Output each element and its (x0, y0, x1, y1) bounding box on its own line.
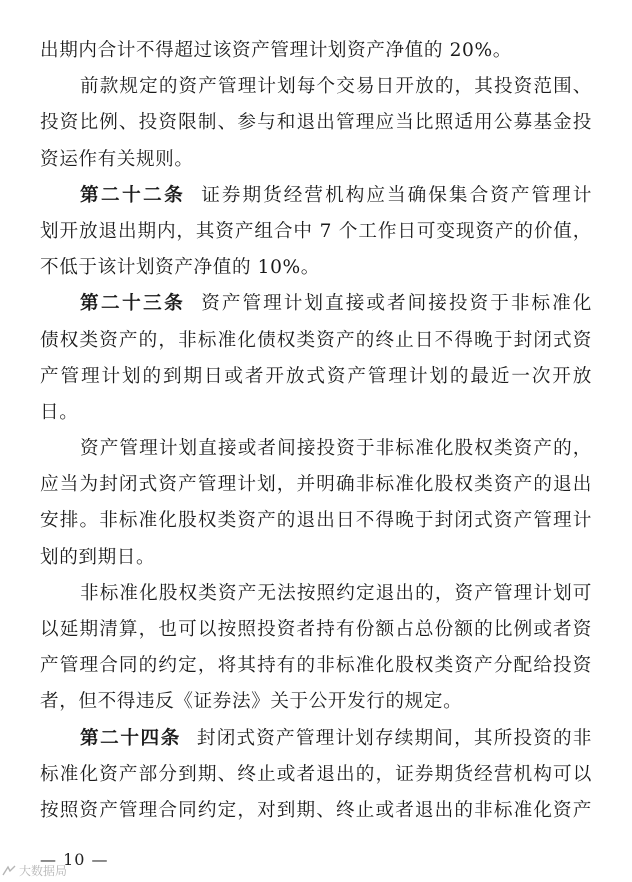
text-line (40, 684, 592, 720)
watermark (2, 862, 67, 879)
line-text: 资产管理计划直接或者间接投资于非标准化 (201, 293, 592, 315)
line-text: 划的到期日。 (40, 546, 156, 568)
line-text: 出期内合计不得超过该资产管理计划资产净值的 20%。 (40, 40, 512, 61)
line-text: 标准化资产部分到期、终止或者退出的，证券期货经营机构可以 (40, 763, 592, 785)
article-number: 第二十二条 (80, 184, 186, 206)
line-text: 证券期货经营机构应当确保集合资产管理计 (201, 184, 592, 206)
text-line (40, 214, 592, 250)
document-body (40, 33, 592, 829)
line-text: 按照资产管理合同约定，对到期、终止或者退出的非标准化资产 (40, 799, 592, 821)
text-line (40, 503, 592, 539)
text-line (40, 323, 592, 359)
line-text: 资产管理计划直接或者间接投资于非标准化股权类资产的， (80, 438, 592, 460)
line-text: 封闭式资产管理计划存续期间，其所投资的非 (196, 727, 592, 749)
line-text: 产管理合同的约定，将其持有的非标准化股权类资产分配给投资 (40, 655, 592, 677)
line-text: 非标准化股权类资产无法按照约定退出的，资产管理计划可 (80, 582, 592, 604)
text-line (40, 648, 592, 684)
article-number: 第二十四条 (80, 727, 181, 749)
line-text: 债权类资产的，非标准化债权类资产的终止日不得晚于封闭式资 (40, 329, 592, 351)
text-line (40, 467, 592, 503)
watermark-text: 大数据局 (19, 864, 68, 878)
text-line (40, 431, 592, 467)
text-line (40, 105, 592, 141)
text-line (40, 359, 592, 395)
text-line (40, 612, 592, 648)
text-line (40, 142, 592, 178)
line-text: 投资比例、投资限制、参与和退出管理应当比照适用公募基金投 (40, 112, 592, 134)
line-text: 划开放退出期内，其资产组合中 7 个工作日可变现资产的价值， (40, 220, 592, 242)
text-line (40, 69, 592, 105)
line-text: 安排。非标准化股权类资产的退出日不得晚于封闭式资产管理计 (40, 510, 592, 532)
line-text: 不低于该计划资产净值的 10%。 (40, 257, 320, 279)
article-paragraph-line (40, 286, 592, 322)
article-paragraph-line (40, 721, 592, 757)
text-line (40, 33, 592, 69)
line-text: 资运作有关规则。 (40, 148, 194, 170)
article-number: 第二十三条 (80, 293, 186, 315)
text-line (40, 540, 592, 576)
line-text: 者，但不得违反《证券法》关于公开发行的规定。 (40, 691, 463, 713)
page-number: — 10 — (40, 850, 109, 869)
watermark-logo-icon (2, 865, 16, 877)
text-line (40, 793, 592, 829)
line-text: 应当为封闭式资产管理计划，并明确非标准化股权类资产的退出 (40, 474, 592, 496)
line-text: 前款规定的资产管理计划每个交易日开放的，其投资范围、 (80, 76, 592, 98)
text-line (40, 576, 592, 612)
text-line (40, 250, 592, 286)
line-text: 产管理计划的到期日或者开放式资产管理计划的最近一次开放 (40, 365, 592, 387)
line-text: 以延期清算，也可以按照投资者持有份额占总份额的比例或者资 (40, 619, 592, 640)
text-line (40, 757, 592, 793)
text-line (40, 395, 592, 431)
line-text: 日。 (40, 401, 79, 423)
article-paragraph-line (40, 178, 592, 214)
